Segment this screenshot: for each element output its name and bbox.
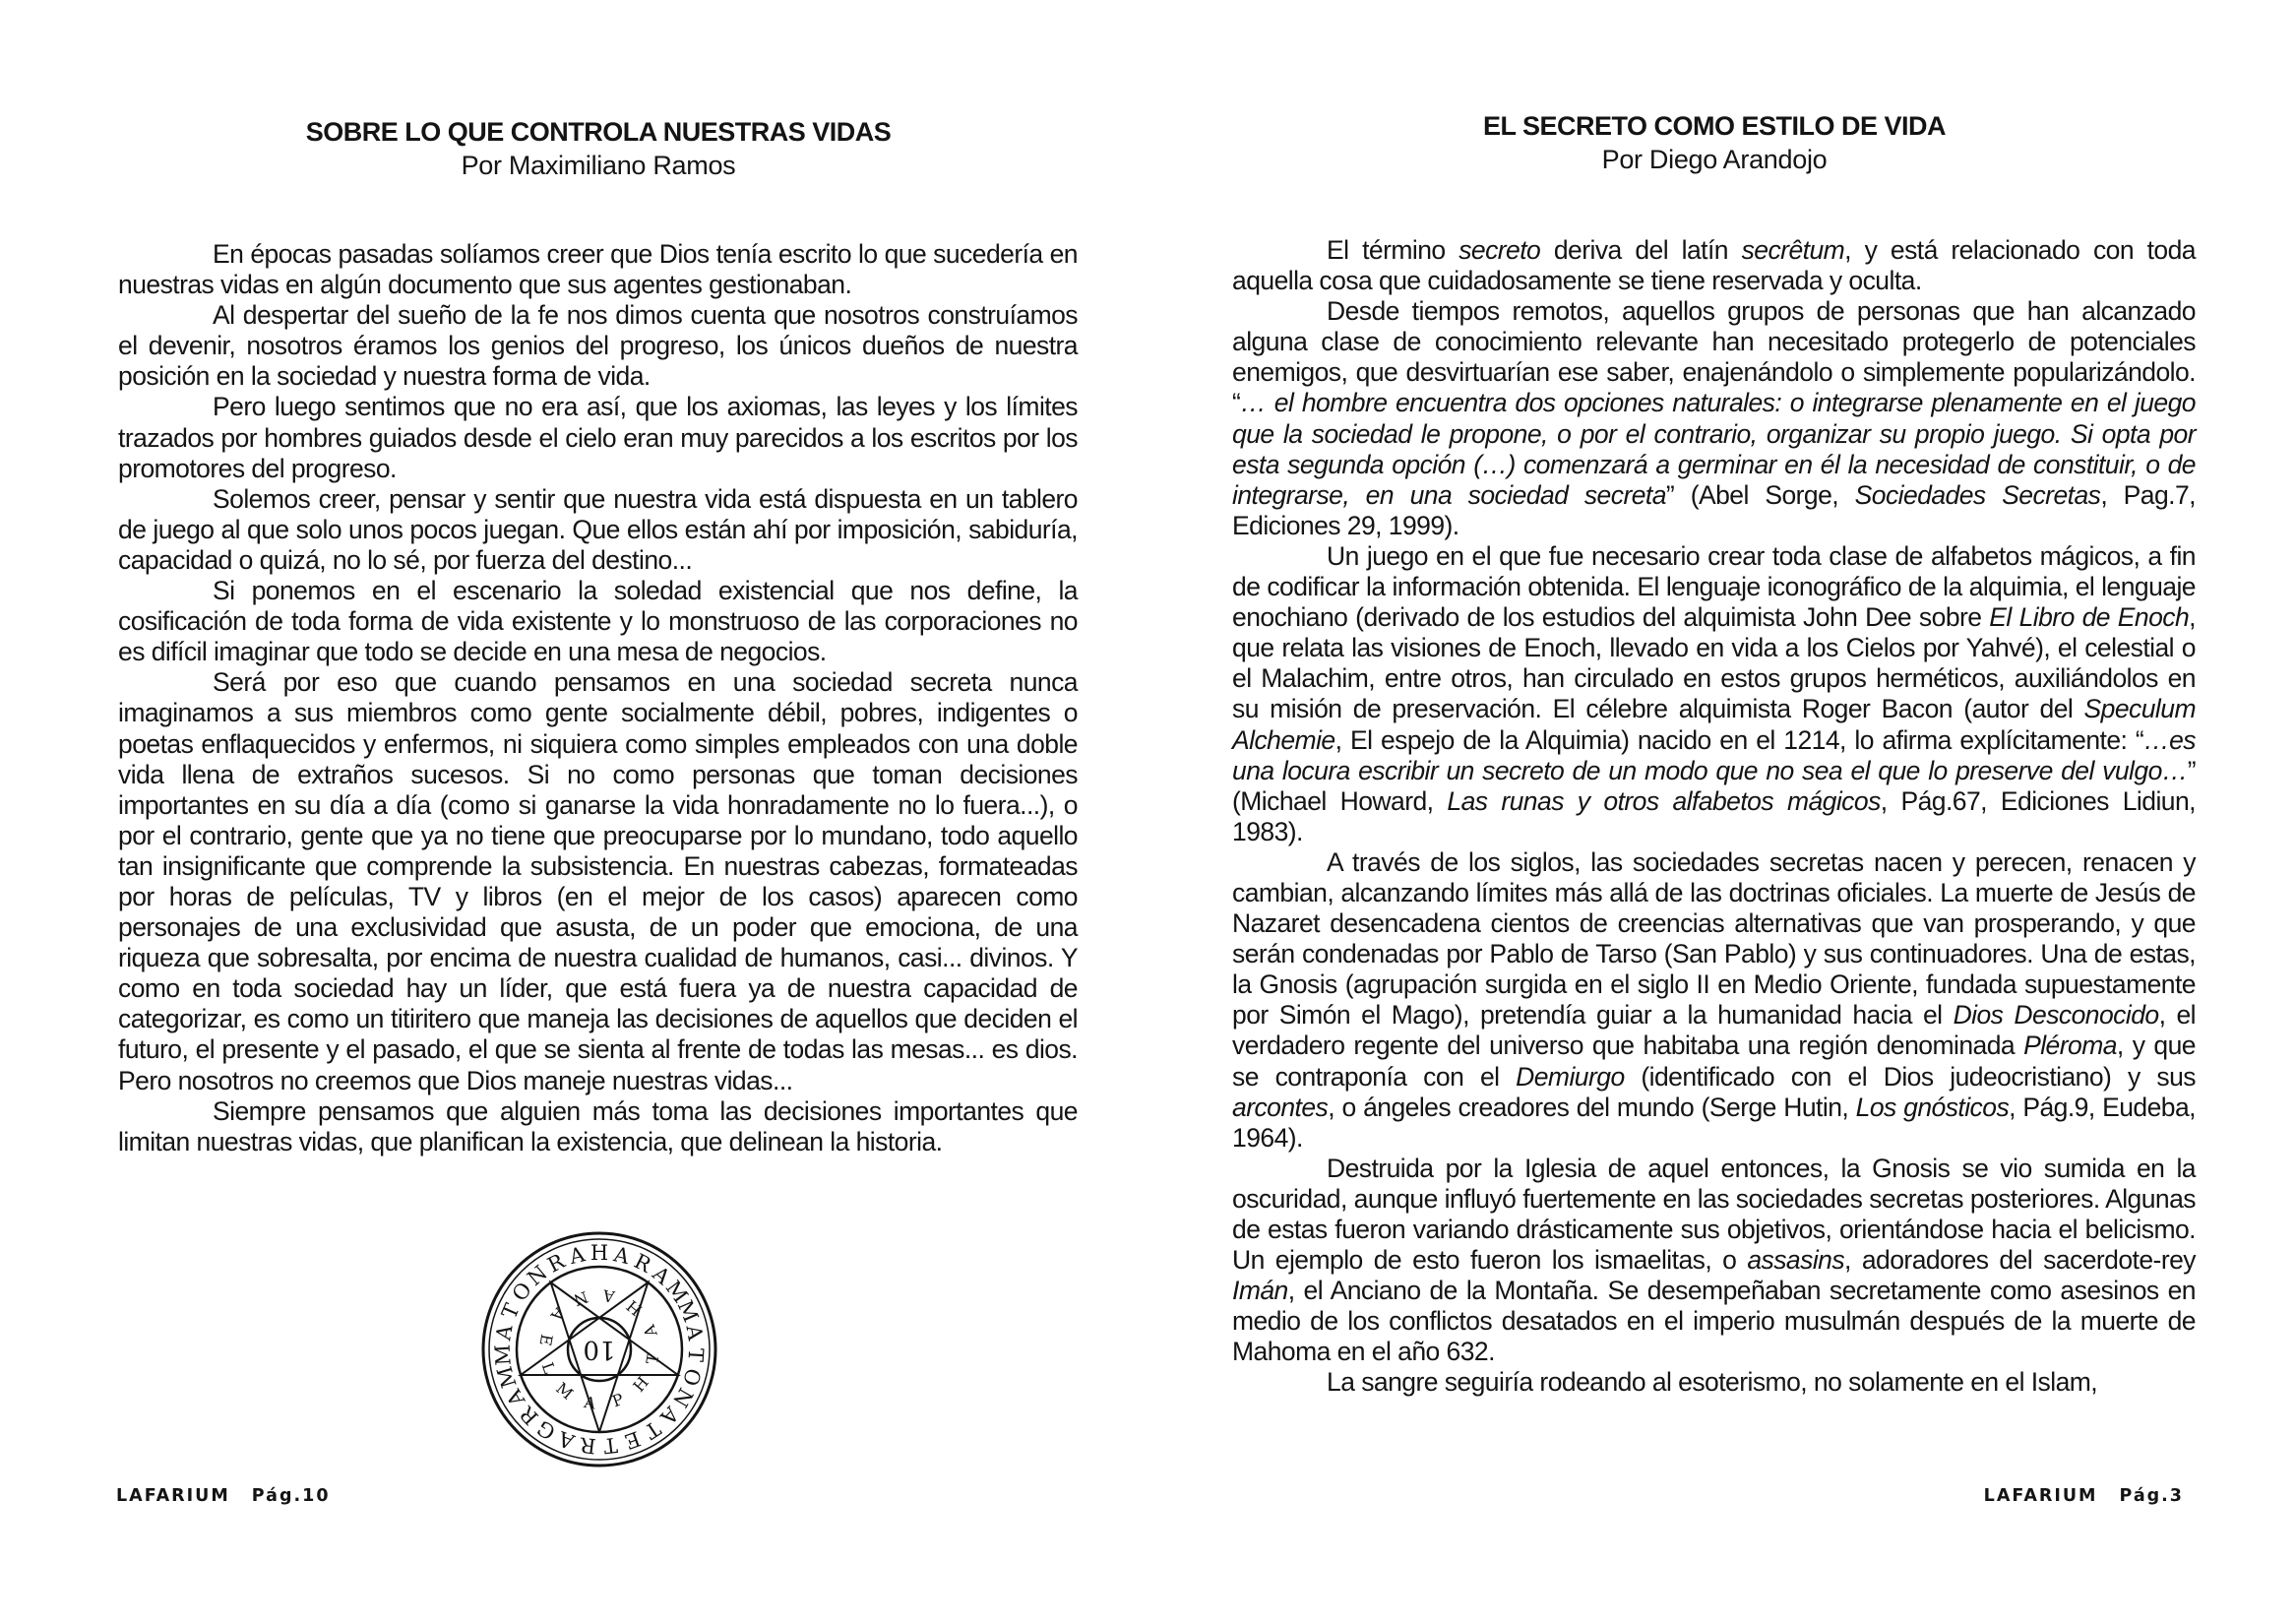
paragraph: Un juego en el que fue necesario crear toda clase de alfabetos mágicos, a fin de codificar la información obtenida. El lenguaje iconográfico de la alquimia, el lenguaje enochiano (derivado de los estudios del alquimista John Dee sobre El Libro de Enoch, que relata las visiones de Enoch, llevado en vida a los Cielos por Yahvé), el celestial o el Malachim, entre otros, han circulado en estos grupos herméticos, auxiliándolos en su misión de preservación. El célebre alquimista Roger Bacon (autor del Speculum Alchemie, El espejo de la Alquimia) nacido en el 1214, lo afirma explícitamente: “…es una locura escribir un secreto de un modo que no sea el que lo preserve del vulgo…” (Michael Howard, Las runas y otros alfabetos mágicos, Pág.67, Ediciones Lidiun, 1983). bbox=[1232, 540, 2196, 846]
seal-letter: G bbox=[532, 1415, 560, 1445]
paragraph: El término secreto deriva del latín secrêtum, y está relacionado con toda aquella cosa que cuidadosamente se tiene reservada y oculta. bbox=[1232, 235, 2196, 296]
seal-letter: O bbox=[507, 1278, 537, 1306]
seal-letter: T bbox=[602, 1432, 619, 1459]
seal-letter: H bbox=[590, 1241, 609, 1265]
seal-letter: R bbox=[579, 1432, 597, 1459]
paragraph: Al despertar del sueño de la fe nos dimos cuenta que nosotros construíamos el devenir, nosotros éramos los genios del progreso, los únicos dueños de nuestra posición en la sociedad y nuestra forma de vida. bbox=[118, 300, 1078, 392]
seal-inner-letter: L bbox=[537, 1359, 560, 1377]
seal-letter: T bbox=[683, 1347, 709, 1363]
seal-letter: N bbox=[667, 1384, 698, 1411]
left-article-heading bbox=[116, 116, 1081, 182]
right-article-heading bbox=[1232, 110, 2197, 176]
seal-inner-letter: H bbox=[629, 1372, 652, 1396]
seal-inner-letter: N bbox=[571, 1286, 591, 1310]
paragraph: Desde tiempos remotos, aquellos grupos de personas que han alcanzado alguna clase de conocimiento relevante han necesitado protegerlo de potenciales enemigos, que desvirtuarían ese saber, enajenándolo o simplemente popularizándolo. “… el hombre encuentra dos opciones naturales: o integrarse plenamente en el juego que la sociedad le propone, o por el contrario, organizar su propio juego. Si opta por esta segunda opción (…) comenzará a germinar en él la necesidad de constituir, o de integrarse, en una sociedad secreta” (Abel Sorge, Sociedades Secretas, Pag.7, Ediciones 29, 1999). bbox=[1232, 296, 2196, 540]
paragraph: Destruida por la Iglesia de aquel entonces, la Gnosis se vio sumida en la oscuridad, aunque influyó fuertemente en las sociedades secretas posteriores. Algunas de estas fueron variando drásticamente sus objetivos, orientándose hacia el belicismo. Un ejemplo de esto fueron los ismaelitas, o assasins, adoradores del sacerdote-rey Imán, el Anciano de la Montaña. Se desempeñaban secretamente como asesinos en medio de los conflictos desatados en el imperio musulmán después de la muerte de Mahoma en el año 632. bbox=[1232, 1153, 2196, 1367]
seal-letter: T bbox=[497, 1299, 525, 1323]
left-article-body bbox=[118, 239, 1078, 1157]
seal-letter: A bbox=[555, 1426, 578, 1454]
seal-number: 10 bbox=[583, 1335, 616, 1364]
paragraph: En épocas pasadas solíamos creer que Dios tenía escrito lo que sucedería en nuestras vidas en algún documento que sus agentes gestionaban. bbox=[118, 239, 1078, 300]
seal-letter: R bbox=[543, 1249, 569, 1278]
paragraph: Pero luego sentimos que no era así, que los axiomas, las leyes y los límites trazados por hombres guiados desde el cielo eran muy parecidos a los escritos por los promotores del progreso. bbox=[118, 392, 1078, 483]
right-page bbox=[1148, 0, 2296, 1624]
right-article-author: Por Diego Arandojo bbox=[1601, 145, 1828, 175]
seal-letter: M bbox=[492, 1363, 522, 1391]
seal-letter: A bbox=[611, 1242, 632, 1270]
seal-letter: M bbox=[660, 1276, 693, 1308]
seal-letter: M bbox=[490, 1343, 516, 1367]
right-article-title: EL SECRETO COMO ESTILO DE VIDA bbox=[1482, 111, 1947, 141]
seal-letter: R bbox=[630, 1249, 655, 1278]
footer-page-number: Pág.10 bbox=[251, 1486, 331, 1506]
seal-inner-letter: M bbox=[552, 1378, 578, 1404]
footer-brand: LAFARIUM bbox=[116, 1486, 230, 1506]
seal-inner-letter: E bbox=[535, 1333, 557, 1347]
paragraph: A través de los siglos, las sociedades secretas nacen y perecen, renacen y cambian, alcanzando límites más allá de las doctrinas oficiales. La muerte de Jesús de Nazaret desencadena cientos de creencias alternativas que van prosperando, y que serán condenadas por Pablo de Tarso (San Pablo) y sus continuadores. Una de estas, la Gnosis (agrupación surgida en el siglo II en Medio Oriente, fundada supuestamente por Simón el Mago), pretendía guiar a la humanidad hacia el Dios Desconocido, el verdadero regente del universo que habitaba una región denominada Pléroma, y que se contraponía con el Demiurgo (identificado con el Dios judeocristiano) y sus arcontes, o ángeles creadores del mundo (Serge Hutin, Los gnósticos, Pág.9, Eudeba, 1964). bbox=[1232, 846, 2196, 1153]
seal-letter: A bbox=[648, 1261, 675, 1289]
paragraph: Será por eso que cuando pensamos en una sociedad secreta nunca imaginamos a sus miembros como gente socialmente débil, pobres, indigentes o poetas enflaquecidos y enfermos, ni siquiera como simples empleados con una doble vida llena de extraños sucesos. Si no como personas que toman decisiones importantes en su día a día (como si ganarse la vida honradamente no lo fuera...), o por el contrario, gente que ya no tiene que preocuparse por lo mundano, todo aquello tan insignificante que comprende la subsistencia. En nuestras cabezas, formateadas por horas de películas, TV y libros (en el mejor de los casos) aparecen como personajes de una exclusividad que asusta, de un poder que emociona, de una riqueza que sobresalta, por encima de nuestra cualidad de humanos, casi... divinos. Y como en toda sociedad hay un líder, que está fuera ya de nuestra capacidad de categorizar, es como un titiritero que maneja las decisiones de aquellos que deciden el futuro, el presente y el pasado, el que se sienta al frente de todas las mesas... es dios. Pero nosotros no creemos que Dios maneje nuestras vidas... bbox=[118, 667, 1078, 1095]
seal-letter: T bbox=[640, 1416, 665, 1444]
left-article-title: SOBRE LO QUE CONTROLA NUESTRAS VIDAS bbox=[305, 117, 892, 147]
paragraph: Solemos creer, pensar y sentir que nuestra vida está dispuesta en un tablero de juego al que solo unos pocos juegan. Que ellos están ahí por imposición, sabiduría, capacidad o quizá, no lo sé, por fuerza del destino... bbox=[118, 483, 1078, 575]
seal-inner-letter: H bbox=[622, 1296, 646, 1320]
seal-letter: R bbox=[515, 1402, 543, 1430]
paragraph: Si ponemos en el escenario la soledad existencial que nos define, la cosificación de toda forma de vida existente y lo monstruoso de las corporaciones no es difícil imaginar que todo se decide en una mesa de negocios. bbox=[118, 576, 1078, 667]
left-page-footer bbox=[116, 1486, 331, 1506]
seal-inner-letter: A bbox=[639, 1322, 661, 1340]
seal-inner-letter: T bbox=[642, 1351, 663, 1366]
seal-inner-letter: A bbox=[601, 1285, 616, 1307]
right-page-footer bbox=[1984, 1486, 2184, 1506]
seal-letter: A bbox=[681, 1323, 708, 1343]
seal-letter: M bbox=[672, 1296, 704, 1326]
seal-letter: O bbox=[677, 1365, 706, 1389]
paragraph: La sangre seguiría rodeando al esoterismo, no solamente en el Islam, bbox=[1327, 1367, 2098, 1398]
left-article-author: Por Maximiliano Ramos bbox=[461, 151, 736, 181]
paragraph: Siempre pensamos que alguien más toma las decisiones importantes que limitan nuestras vidas, que planifican la existencia, que delinean la historia. bbox=[118, 1095, 1078, 1156]
seal-letter: N bbox=[523, 1260, 552, 1291]
seal-letter: A bbox=[491, 1323, 518, 1343]
seal-letter: A bbox=[501, 1385, 530, 1410]
seal-inner-letter: P bbox=[609, 1389, 627, 1411]
footer-page-number: Pág.3 bbox=[2119, 1486, 2184, 1506]
seal-inner-letter: A bbox=[546, 1304, 569, 1326]
right-article-body bbox=[1232, 235, 2196, 1399]
seal-letter: E bbox=[621, 1426, 644, 1454]
seal-letter: A bbox=[567, 1242, 588, 1270]
seal-inner-letter: A bbox=[583, 1392, 597, 1413]
seal-letter: A bbox=[655, 1402, 684, 1430]
footer-brand: LAFARIUM bbox=[1983, 1486, 2098, 1506]
tetragrammaton-seal-icon bbox=[480, 1230, 718, 1468]
